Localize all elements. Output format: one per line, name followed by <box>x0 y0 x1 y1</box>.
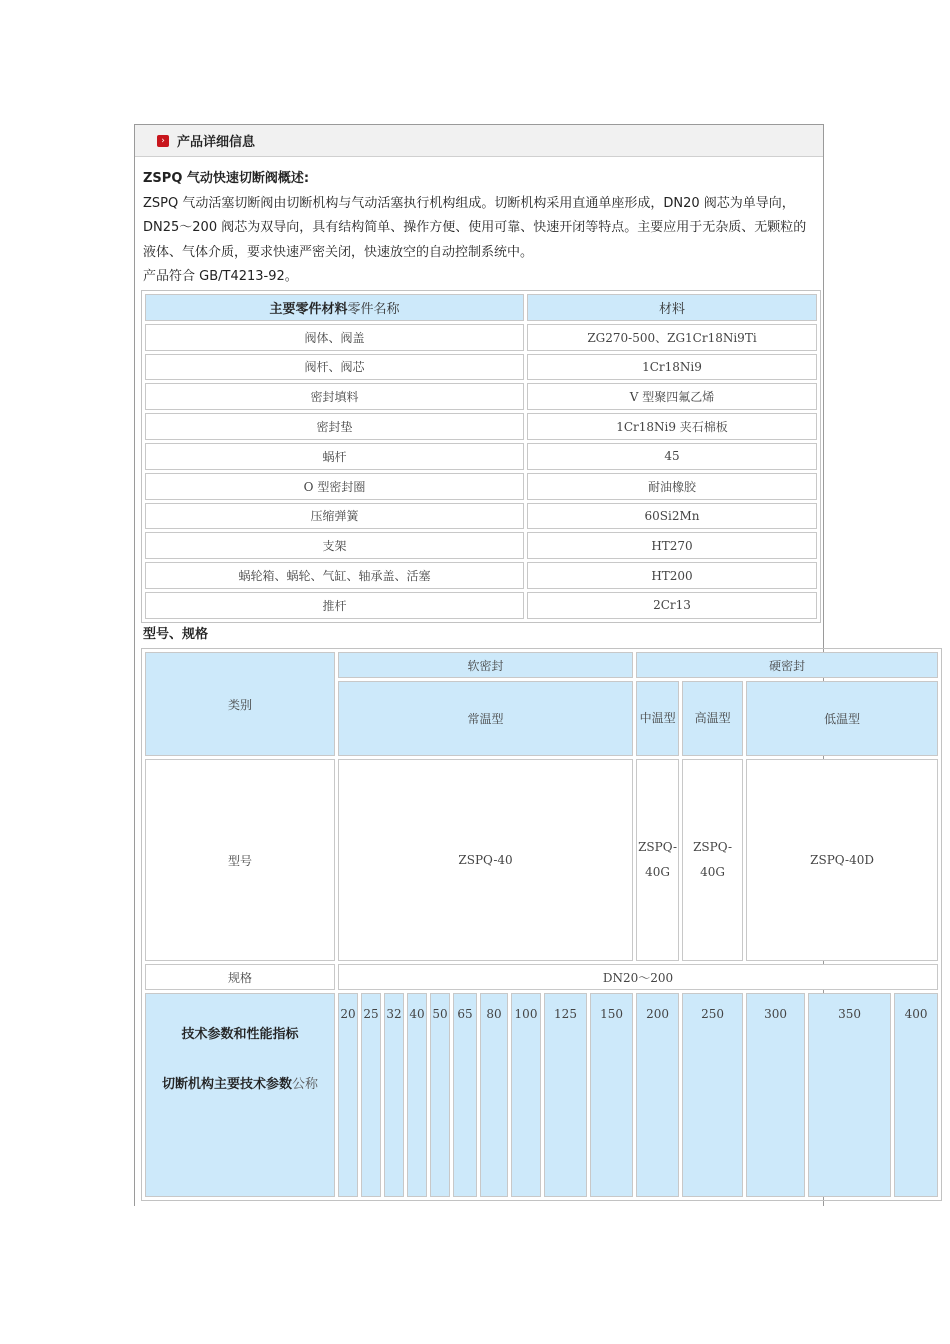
hard-seal-cell: 硬密封 <box>636 652 938 678</box>
table-row <box>145 383 817 410</box>
dn-cell: 350 <box>808 993 891 1197</box>
model-mid-cell: ZSPQ-40G <box>636 759 679 961</box>
normal-temp-cell: 常温型 <box>338 681 633 756</box>
dn-cell: 25 <box>361 993 381 1197</box>
spec-row-seal <box>145 652 938 678</box>
dn-cell: 32 <box>384 993 404 1197</box>
tech-sub: 切断机构主要技术参数 <box>161 1077 292 1092</box>
material-cell: 60Si2Mn <box>527 503 817 530</box>
dn-cell: 150 <box>590 993 633 1197</box>
high-temp-cell: 高温型 <box>682 681 743 756</box>
dn-cell: 125 <box>544 993 587 1197</box>
category-cell: 类别 <box>145 652 335 756</box>
model-label: 型号 <box>145 759 335 961</box>
table-row <box>145 503 817 530</box>
arrow-right-icon: › <box>157 135 169 147</box>
table-row <box>145 592 817 619</box>
dn-cell: 65 <box>453 993 477 1197</box>
table-row <box>145 413 817 440</box>
part-cell: O 型密封圈 <box>145 473 524 500</box>
part-cell: 推杆 <box>145 592 524 619</box>
part-cell: 压缩弹簧 <box>145 503 524 530</box>
intro-standard: 产品符合 GB/T4213-92。 <box>143 269 298 284</box>
material-cell: ZG270-500、ZG1Cr18Ni9Ti <box>527 324 817 351</box>
low-temp-cell: 低温型 <box>746 681 938 756</box>
dn-cell: 100 <box>511 993 541 1197</box>
table-row <box>145 324 817 351</box>
material-cell: 2Cr13 <box>527 592 817 619</box>
spec-row-tech <box>145 993 938 1197</box>
product-detail-panel <box>134 124 928 1206</box>
spec-row-size <box>145 964 938 990</box>
spec-title: 型号、规格 <box>143 627 209 642</box>
dn-cell: 200 <box>636 993 679 1197</box>
part-cell: 蜗轮箱、蜗轮、气缸、轴承盖、活塞 <box>145 562 524 589</box>
part-cell: 密封垫 <box>145 413 524 440</box>
part-cell: 阀杆、阀芯 <box>145 354 524 381</box>
tech-sub-tail: 公称 <box>292 1077 319 1092</box>
material-cell: 耐油橡胶 <box>527 473 817 500</box>
model-low-cell: ZSPQ-40D <box>746 759 938 961</box>
materials-header-part <box>145 294 524 321</box>
part-cell: 密封填料 <box>145 383 524 410</box>
table-row <box>145 532 817 559</box>
tech-title: 技术参数和性能指标 <box>181 1027 299 1042</box>
material-cell: 45 <box>527 443 817 470</box>
part-cell: 蜗杆 <box>145 443 524 470</box>
table-row <box>145 473 817 500</box>
materials-header-material: 材料 <box>527 294 817 321</box>
spec-row-model <box>145 759 938 961</box>
dn-cell: 80 <box>480 993 508 1197</box>
materials-table <box>141 290 821 623</box>
dn-cell: 300 <box>746 993 805 1197</box>
material-cell: HT200 <box>527 562 817 589</box>
tech-label-cell <box>145 993 335 1197</box>
intro-section <box>143 167 819 290</box>
materials-header-part-label: 零件名称 <box>347 301 400 317</box>
panel-title: 产品详细信息 <box>177 135 256 150</box>
intro-body: ZSPQ 气动活塞切断阀由切断机构与气动活塞执行机构组成。切断机构采用直通单座形成，DN20 阀芯为单导向，DN25～200 阀芯为双导向，具有结构简单、操作方便、使用可靠、快速开闭等特点。主要应用于无杂质、无颗粒的液体、气体介质，要求快速严密关闭，快速放空的自动控制系统中。 <box>143 195 807 260</box>
intro-heading: ZSPQ 气动快速切断阀概述: <box>143 171 310 186</box>
table-row <box>145 562 817 589</box>
material-cell: 1Cr18Ni9 <box>527 354 817 381</box>
dn-cell: 250 <box>682 993 743 1197</box>
part-cell: 阀体、阀盖 <box>145 324 524 351</box>
dn-cell: 40 <box>407 993 427 1197</box>
table-row <box>145 443 817 470</box>
size-range-cell: DN20～200 <box>338 964 938 990</box>
soft-seal-cell: 软密封 <box>338 652 633 678</box>
model-high-cell: ZSPQ-40G <box>682 759 743 961</box>
spec-table <box>141 648 942 1201</box>
materials-header-bold: 主要零件材料 <box>269 301 348 317</box>
part-cell: 支架 <box>145 532 524 559</box>
dn-cell: 50 <box>430 993 450 1197</box>
dn-cell: 400 <box>894 993 938 1197</box>
model-normal-cell: ZSPQ-40 <box>338 759 633 961</box>
material-cell: HT270 <box>527 532 817 559</box>
mid-temp-cell: 中温型 <box>636 681 679 756</box>
dn-cell: 20 <box>338 993 358 1197</box>
material-cell: V 型聚四氟乙烯 <box>527 383 817 410</box>
table-row <box>145 354 817 381</box>
materials-header-row <box>145 294 817 321</box>
size-label: 规格 <box>145 964 335 990</box>
material-cell: 1Cr18Ni9 夹石棉板 <box>527 413 817 440</box>
panel-header <box>135 125 823 157</box>
